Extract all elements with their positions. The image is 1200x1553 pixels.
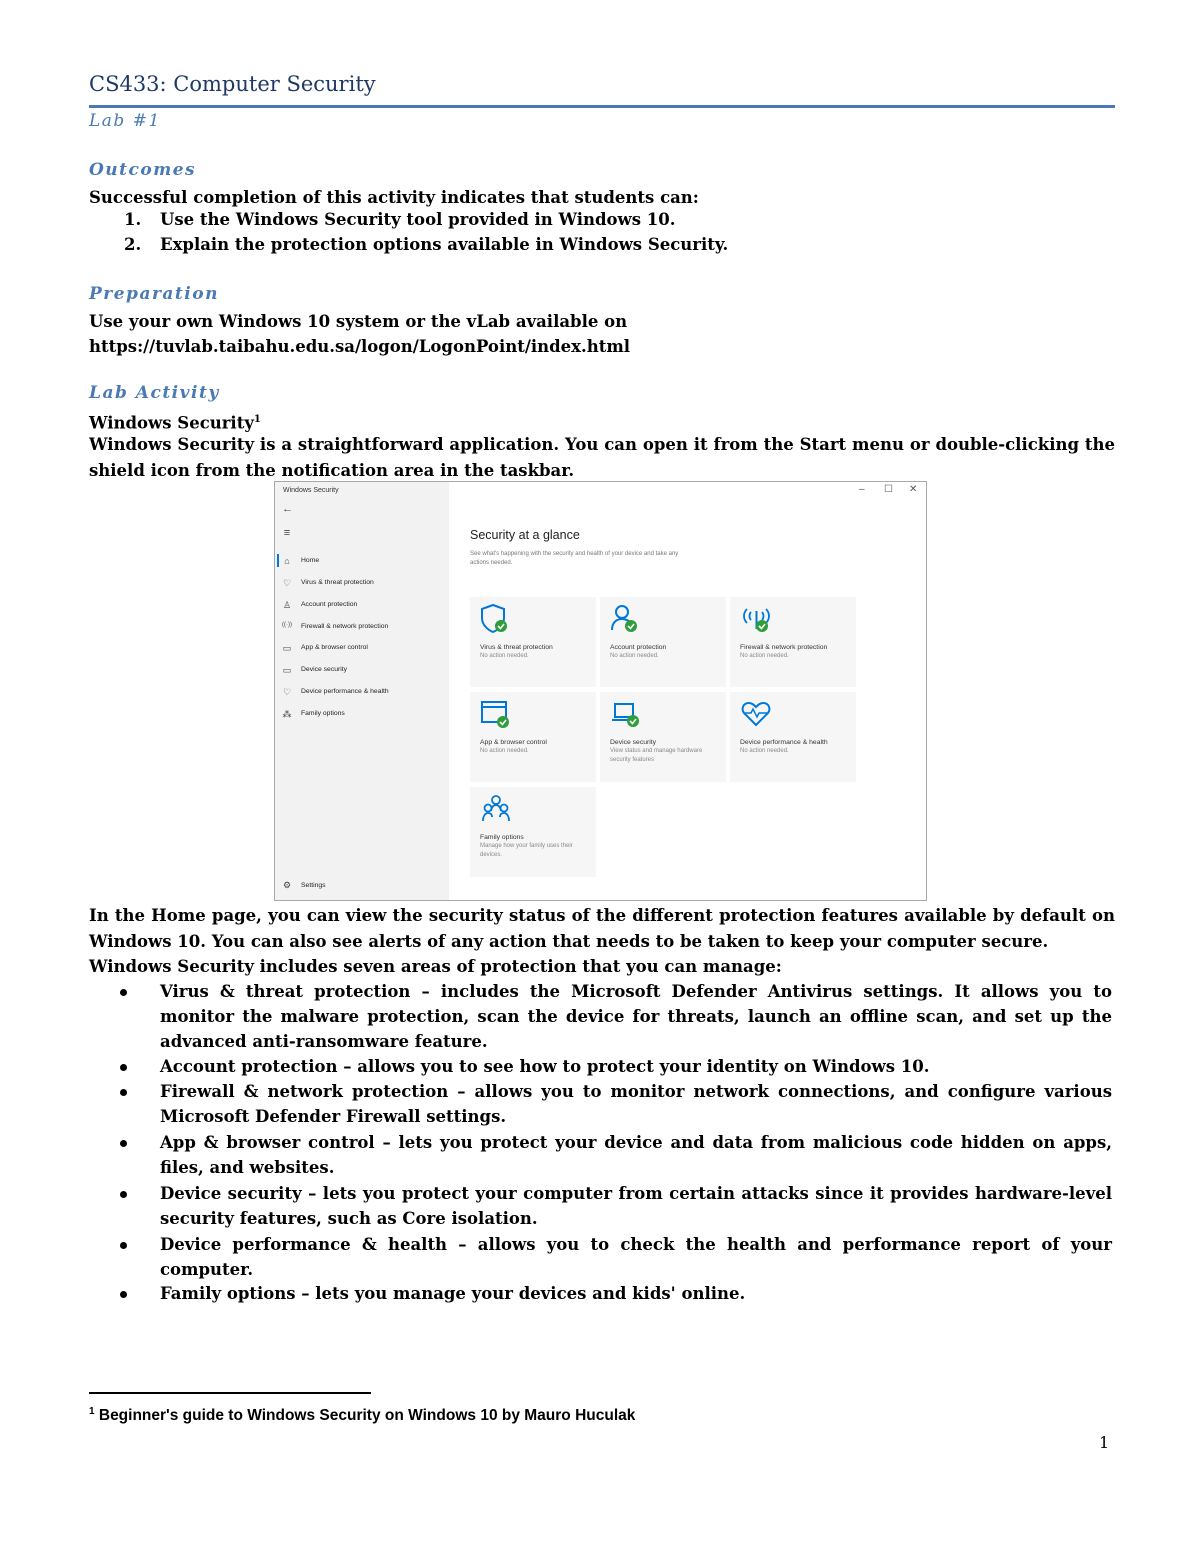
tile-virus-threat[interactable] <box>470 597 596 687</box>
section-title-text: Windows Security <box>89 413 254 433</box>
bullet-marker <box>120 1064 127 1071</box>
tile-account[interactable] <box>600 597 726 687</box>
lab-label: Lab #1 <box>89 111 161 131</box>
vlab-link[interactable]: https://tuvlab.taibahu.edu.sa/logon/LogonPoint/index.html <box>89 337 631 356</box>
bullet-item: Family options – lets you manage your devices and kids' online. <box>160 1284 746 1303</box>
browser-icon: ▭ <box>282 643 292 653</box>
person-check-icon <box>610 603 640 635</box>
bullet-item: Device security – lets you protect your computer from certain attacks since it provides hardware-level security features, such as Core isolation. <box>160 1184 1112 1228</box>
minimize-icon[interactable]: – <box>859 484 865 495</box>
family-icon <box>480 793 512 825</box>
tile-status: No action needed. <box>480 748 529 754</box>
tile-title: Device performance & health <box>740 739 828 746</box>
outcomes-intro: Successful completion of this activity indicates that students can: <box>89 188 699 207</box>
nav-item-firewall[interactable]: Firewall & network protection <box>301 623 389 630</box>
footnote-ref[interactable]: 1 <box>253 414 261 425</box>
bullet-item: Device performance & health – allows you to check the health and performance report of your computer. <box>160 1235 1112 1279</box>
gear-icon: ⚙ <box>282 880 292 890</box>
tile-title: Family options <box>480 834 524 841</box>
tile-title: Firewall & network protection <box>740 644 828 651</box>
footnote-divider <box>89 1392 371 1394</box>
preparation-text: Use your own Windows 10 system or the vLab available on <box>89 312 628 331</box>
tile-title: App & browser control <box>480 739 547 746</box>
laptop-icon: ▭ <box>282 665 292 675</box>
tile-device-performance[interactable] <box>730 692 856 782</box>
wifi-icon: ((·)) <box>282 622 292 628</box>
nav-item-settings[interactable]: Settings <box>301 882 326 889</box>
back-arrow-icon[interactable]: ← <box>282 503 293 515</box>
shield-check-icon <box>480 603 510 635</box>
intro-paragraph: Windows Security is a straightforward application. You can open it from the Start menu or double-clicking the shield icon from the notification area in the taskbar. <box>89 435 1115 480</box>
heart-icon: ♡ <box>282 687 292 697</box>
heart-pulse-icon <box>740 698 772 730</box>
nav-item-device-security[interactable]: Device security <box>301 666 348 673</box>
bullet-marker <box>120 1089 127 1096</box>
home-icon: ⌂ <box>284 556 290 566</box>
page-number: 1 <box>1099 1433 1110 1452</box>
antenna-check-icon <box>740 603 772 635</box>
bullet-item: Virus & threat protection – includes the Microsoft Defender Antivirus settings. It allows you to monitor the malware protection, scan the device for threats, launch an offline scan, and set up the advanced anti-ransomware feature. <box>160 982 1112 1051</box>
tile-status: No action needed. <box>740 748 789 754</box>
main-title: Security at a glance <box>470 528 580 542</box>
nav-item-virus-threat[interactable]: Virus & threat protection <box>301 579 374 586</box>
tile-status: View status and manage hardware security features <box>610 748 703 763</box>
nav-item-family[interactable]: Family options <box>301 710 345 717</box>
tile-status: Manage how your family uses their devices. <box>480 843 573 858</box>
nav-item-home[interactable]: Home <box>301 557 320 564</box>
outcome-number: 2. <box>124 235 142 254</box>
hamburger-menu-icon[interactable]: ≡ <box>283 527 291 539</box>
bullet-marker <box>120 989 127 996</box>
bullet-item: Account protection – allows you to see how to protect your identity on Windows 10. <box>160 1057 930 1076</box>
outcome-text: Use the Windows Security tool provided in Windows 10. <box>160 210 676 229</box>
person-icon: ♙ <box>282 600 292 610</box>
tile-status: No action needed. <box>740 653 789 659</box>
tile-title: Device security <box>610 739 657 746</box>
window-title: Windows Security <box>283 487 339 494</box>
bullet-marker <box>120 1291 127 1298</box>
title-divider <box>89 105 1115 108</box>
tile-status: No action needed. <box>480 653 529 659</box>
nav-item-account[interactable]: Account protection <box>301 601 358 608</box>
bullet-marker <box>120 1242 127 1249</box>
tile-title: Account protection <box>610 644 667 651</box>
footnote-text: Beginner's guide to Windows Security on Windows 10 by Mauro Huculak <box>94 1407 636 1425</box>
nav-item-app-browser[interactable]: App & browser control <box>301 644 368 651</box>
preparation-heading: Preparation <box>89 284 219 304</box>
tile-status: No action needed. <box>610 653 659 659</box>
home-page-paragraph: In the Home page, you can view the security status of the different protection features available by default on Windows 10. You can also see alerts of any action that needs to be taken to keep your computer secure. <box>89 906 1115 951</box>
maximize-icon[interactable]: ☐ <box>884 484 893 495</box>
footnote <box>89 1406 635 1425</box>
lab-activity-heading: Lab Activity <box>89 383 220 403</box>
family-icon: ⁂ <box>282 709 292 719</box>
page-title: CS433: Computer Security <box>89 72 376 96</box>
tile-firewall[interactable] <box>730 597 856 687</box>
outcomes-heading: Outcomes <box>89 160 197 180</box>
shield-icon: ♡ <box>282 578 292 588</box>
tile-title: Virus & threat protection <box>480 644 553 651</box>
windows-security-screenshot <box>274 481 927 901</box>
areas-intro: Windows Security includes seven areas of protection that you can manage: <box>89 957 782 976</box>
bullet-marker <box>120 1140 127 1147</box>
nav-item-device-performance[interactable]: Device performance & health <box>301 688 389 695</box>
outcome-number: 1. <box>124 210 142 229</box>
browser-check-icon <box>480 698 512 730</box>
bullet-item: App & browser control – lets you protect your device and data from malicious code hidden on apps, files, and websites. <box>160 1133 1112 1177</box>
tile-device-security[interactable] <box>600 692 726 782</box>
footnote-number: 1 <box>89 1406 95 1417</box>
laptop-check-icon <box>610 698 642 730</box>
tile-app-browser[interactable] <box>470 692 596 782</box>
close-icon[interactable]: ✕ <box>909 484 918 495</box>
tile-family[interactable] <box>470 787 596 877</box>
main-subtitle: See what's happening with the security and health of your device and take any actions needed. <box>470 551 679 566</box>
outcome-text: Explain the protection options available in Windows Security. <box>160 235 729 254</box>
bullet-item: Firewall & network protection – allows you to monitor network connections, and configure various Microsoft Defender Firewall settings. <box>160 1082 1112 1126</box>
bullet-marker <box>120 1191 127 1198</box>
active-indicator <box>277 554 279 567</box>
